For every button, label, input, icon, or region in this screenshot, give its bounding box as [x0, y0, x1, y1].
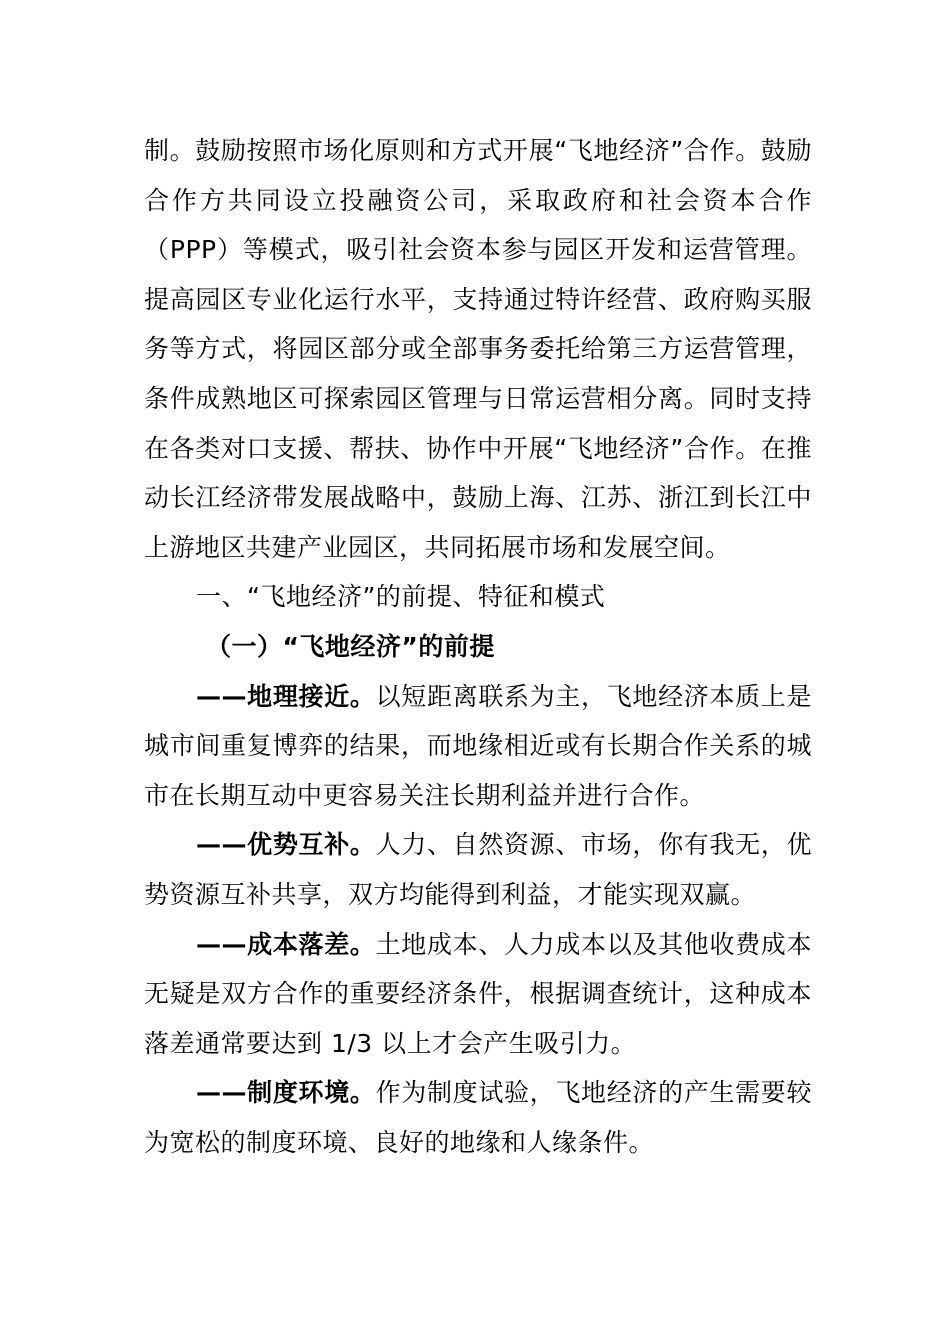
item-text: 人力、自然资源、市场，你有我无，优势资源互补共享，双方均能得到利益，才能实现双赢。: [144, 830, 812, 909]
item-lead: ——地理接近。: [196, 681, 376, 711]
item-text: 作为制度试验，飞地经济的产生需要较为宽松的制度环境、良好的地缘和人缘条件。: [144, 1078, 812, 1157]
document-body: [144, 126, 812, 1167]
section-heading: 一、“飞地经济”的前提、特征和模式: [196, 582, 606, 612]
item-lead: ——成本落差。: [196, 929, 376, 959]
subsection-heading: （一）“飞地经济”的前提: [206, 631, 495, 661]
item-lead: ——优势互补。: [196, 830, 376, 860]
item-text: 以短距离联系为主，飞地经济本质上是城市间重复博弈的结果，而地缘相近或有长期合作关系的城市在长期互动中更容易关注长期利益并进行合作。: [144, 681, 812, 810]
list-item-cost-gap: [144, 920, 812, 1069]
item-text: 土地成本、人力成本以及其他收费成本无疑是双方合作的重要经济条件，根据调查统计，这种成本落差通常要达到 1/3 以上才会产生吸引力。: [144, 929, 812, 1058]
item-lead: ——制度环境。: [196, 1078, 376, 1108]
list-item-institutional: [144, 1068, 812, 1167]
list-item-complementary: [144, 820, 812, 919]
list-item-geography: [144, 672, 812, 821]
body-paragraph: 制。鼓励按照市场化原则和方式开展“飞地经济”合作。鼓励合作方共同设立投融资公司，采取政府和社会资本合作（PPP）等模式，吸引社会资本参与园区开发和运营管理。提高园区专业化运行水平，支持通过特许经营、政府购买服务等方式，将园区部分或全部事务委托给第三方运营管理，条件成熟地区可探索园区管理与日常运营相分离。同时支持在各类对口支援、帮扶、协作中开展“飞地经济”合作。在推动长江经济带发展战略中，鼓励上海、江苏、浙江到长江中上游地区共建产业园区，共同拓展市场和发展空间。: [144, 136, 812, 562]
